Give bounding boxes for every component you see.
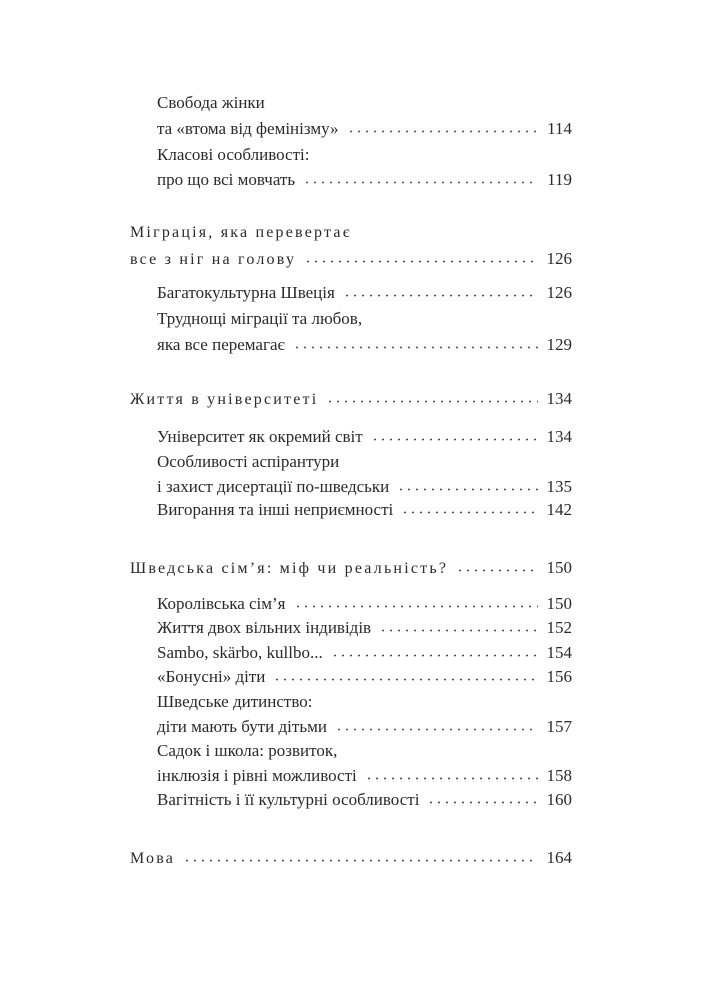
toc-line <box>130 386 572 412</box>
dot-leader <box>335 728 538 731</box>
toc-entry-title: Життя двох вільних індивідів <box>157 618 372 637</box>
dot-leader <box>365 777 538 780</box>
toc-entry-title: інклюзія і рівні можливості <box>157 766 357 785</box>
toc-chapter-title: Життя в університеті <box>130 391 319 408</box>
dot-leader <box>273 678 538 681</box>
toc-line <box>130 555 572 581</box>
toc-chapter-title: Мова <box>130 850 176 867</box>
toc-line <box>157 615 572 641</box>
toc-entry-title: Класові особливості: <box>157 145 310 164</box>
page-number: 119 <box>547 170 572 189</box>
dot-leader <box>326 400 538 403</box>
page-number: 152 <box>546 618 572 637</box>
toc-line <box>157 167 572 193</box>
page-number: 154 <box>546 643 572 662</box>
toc-line <box>130 246 572 272</box>
dot-leader <box>379 629 538 632</box>
page-number: 150 <box>546 594 572 613</box>
dot-leader <box>183 859 538 862</box>
toc-chapter-title: все з ніг на голову <box>130 251 297 268</box>
toc-line <box>157 449 572 475</box>
toc-line <box>157 116 572 142</box>
toc-entry-title: Особливості аспірантури <box>157 452 340 471</box>
toc-entry-title: Труднощі міграції та любов, <box>157 309 363 328</box>
toc-entry-title: і захист дисертації по-шведськи <box>157 477 390 496</box>
page-number: 157 <box>546 717 572 736</box>
dot-leader <box>347 130 538 133</box>
page-number: 160 <box>546 790 572 809</box>
toc-entry-title: Королівська сім’я <box>157 594 286 613</box>
page-number: 164 <box>546 848 572 867</box>
page-number: 126 <box>546 283 572 302</box>
page-number: 142 <box>546 500 572 519</box>
toc-line <box>157 591 572 617</box>
page-number: 126 <box>546 249 572 268</box>
toc-line <box>157 280 572 306</box>
page-number: 156 <box>546 667 572 686</box>
toc-entry-title: Sambo, skärbo, kullbo... <box>157 643 323 662</box>
dot-leader <box>401 511 538 514</box>
page-number: 134 <box>546 389 572 408</box>
toc-entry-title: та «втома від фемінізму» <box>157 119 339 138</box>
toc-line <box>157 787 572 813</box>
dot-leader <box>293 346 538 349</box>
toc-line <box>157 714 572 740</box>
toc-entry-title: «Бонусні» діти <box>157 667 266 686</box>
toc-entry-title: діти мають бути дітьми <box>157 717 327 736</box>
dot-leader <box>343 294 538 297</box>
toc-line <box>157 90 572 116</box>
page-number: 135 <box>546 477 572 496</box>
toc-line <box>157 497 572 523</box>
dot-leader <box>304 260 538 263</box>
page-number: 129 <box>546 335 572 354</box>
dot-leader <box>294 605 538 608</box>
toc-line <box>157 738 572 764</box>
toc-line <box>157 424 572 450</box>
toc-line <box>157 142 572 168</box>
toc-line <box>157 664 572 690</box>
toc-chapter-title: Міграція, яка перевертає <box>130 224 352 241</box>
page-number: 134 <box>546 427 572 446</box>
toc-entry-title: Багатокультурна Швеція <box>157 283 335 302</box>
toc-entry-title: Шведське дитинство: <box>157 692 313 711</box>
toc-entry-title: Садок і школа: розвиток, <box>157 741 338 760</box>
toc-entry-title: Вагітність і її культурні особливості <box>157 790 420 809</box>
page-number: 114 <box>547 119 572 138</box>
toc-chapter-title: Шведська сім’я: міф чи реальність? <box>130 560 449 577</box>
dot-leader <box>331 654 538 657</box>
toc-entry-title: Вигорання та інші неприємності <box>157 500 394 519</box>
dot-leader <box>456 569 538 572</box>
toc-entry-title: яка все перемагає <box>157 335 285 354</box>
toc-line <box>157 763 572 789</box>
dot-leader <box>303 181 538 184</box>
toc-line <box>130 845 572 871</box>
toc-line <box>157 332 572 358</box>
dot-leader <box>427 801 538 804</box>
toc-entry-title: Університет як окремий світ <box>157 427 363 446</box>
dot-leader <box>397 488 538 491</box>
page-number: 158 <box>546 766 572 785</box>
toc-entry-title: Свобода жінки <box>157 93 265 112</box>
dot-leader <box>371 438 538 441</box>
toc-line <box>157 306 572 332</box>
toc-entry-title: про що всі мовчать <box>157 170 296 189</box>
page-number: 150 <box>546 558 572 577</box>
toc-line <box>130 220 572 246</box>
toc-line <box>157 689 572 715</box>
toc-line <box>157 640 572 666</box>
